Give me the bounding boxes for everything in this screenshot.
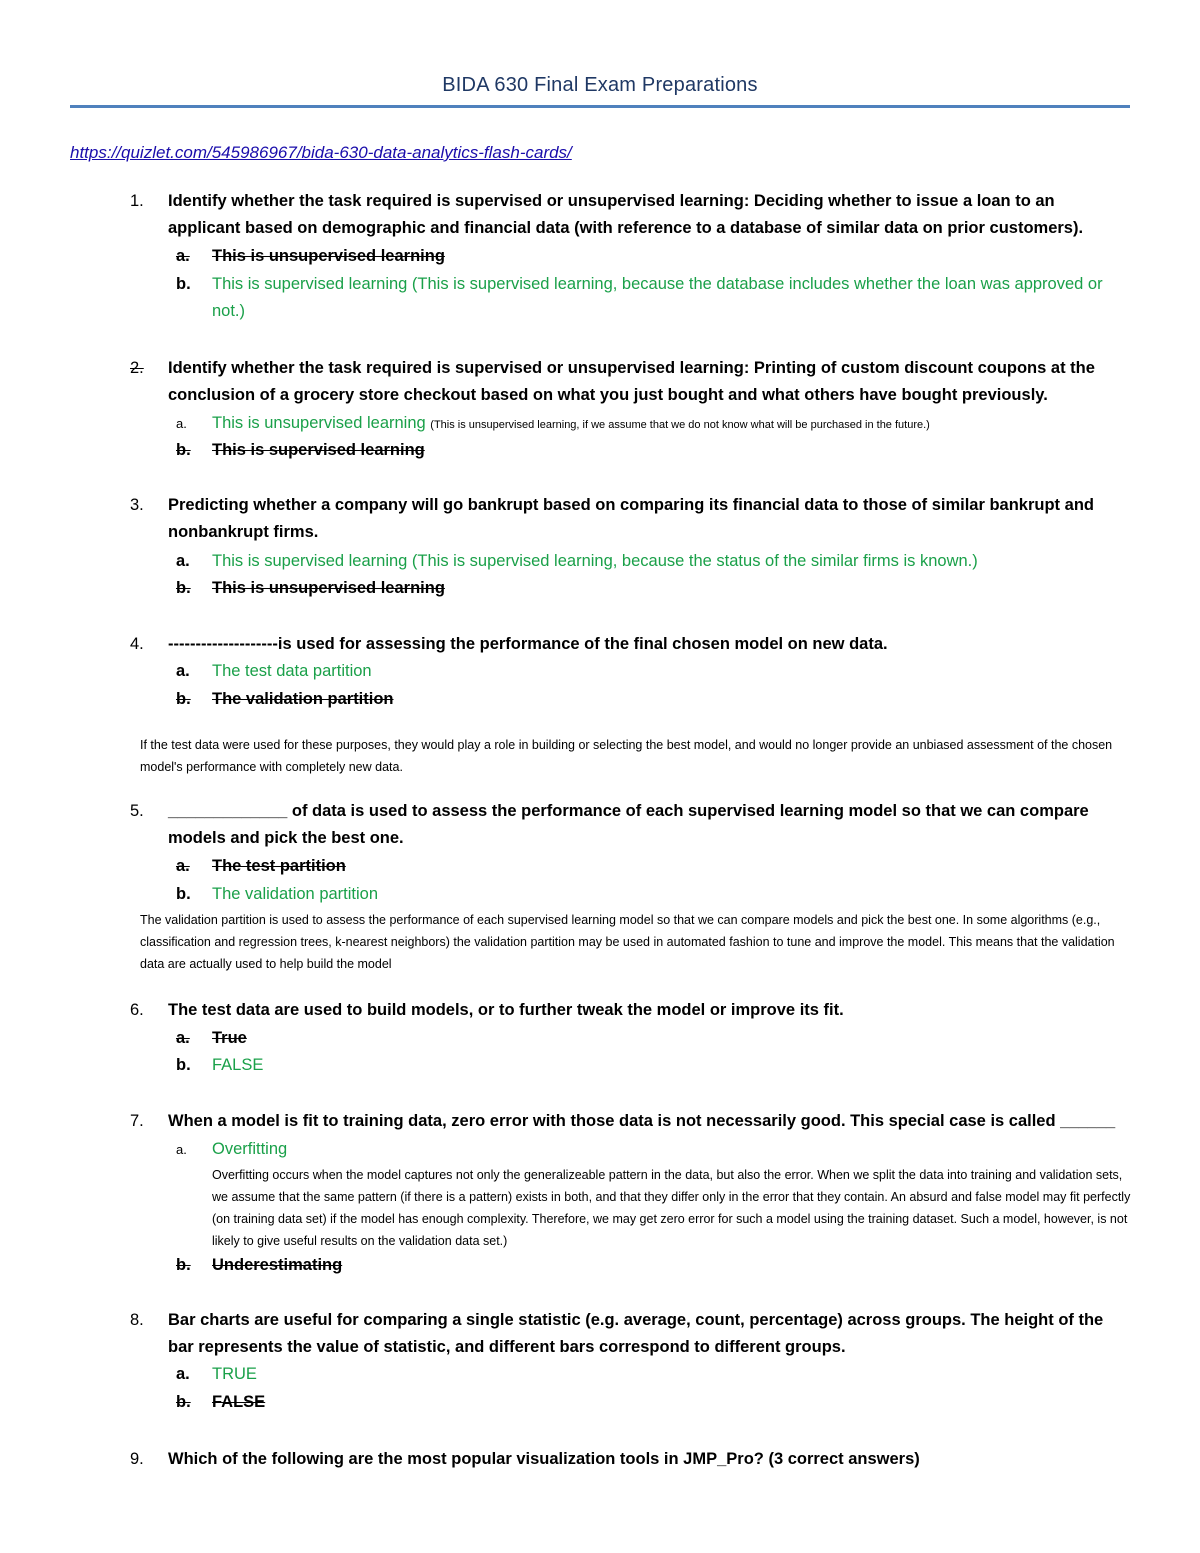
title-divider — [70, 105, 1130, 108]
question-2 — [130, 355, 1120, 409]
question-5-explanation: The validation partition is used to assess the performance of each supervised learning model so that we can compare models and pick the best one. In some algorithms (e.g., classification and regression trees, k-nearest neighbors) the validation partition may be used in automated fashion to tune and improve the model. This means that the validation data are actually used to help build the model — [140, 913, 1115, 971]
question-number: 1. — [130, 192, 144, 210]
option-text: Overfitting — [212, 1140, 288, 1158]
question-3-option-b — [176, 575, 1116, 602]
question-number: 6. — [130, 1001, 144, 1019]
question-text: Which of the following are the most popular visualization tools in JMP_Pro? (3 correct answers) — [168, 1450, 920, 1468]
option-label: a. — [176, 1142, 187, 1157]
option-text: The validation partition — [212, 885, 379, 903]
option-text: This is unsupervised learning — [212, 247, 445, 265]
question-1 — [130, 188, 1120, 242]
option-label: a. — [176, 247, 190, 265]
page-title: BIDA 630 Final Exam Preparations — [442, 74, 758, 96]
question-4 — [130, 631, 1120, 658]
option-label: b. — [176, 441, 191, 459]
question-1-option-b — [176, 271, 1116, 325]
question-8 — [130, 1307, 1120, 1361]
question-7-explanation: Overfitting occurs when the model captures not only the generalizeable pattern in the data, but also the error. When we split the data into training and validation sets, we assume that the same pattern (if there is a pattern) exists in both, and that they differ only in the error that they contain. An absurd and false model may fit perfectly (on training data set) if the model has enough complexity. Therefore, we may get zero error for such a model using the training dataset. Such a model, however, is not likely to give useful results on the validation data set.) — [212, 1168, 1131, 1248]
question-3 — [130, 492, 1120, 546]
option-text: The test partition — [212, 857, 346, 875]
question-text: Bar charts are useful for comparing a single statistic (e.g. average, count, percentage) across groups. The height of the bar represents the value of statistic, and different bars correspond to different groups. — [168, 1311, 1104, 1356]
option-text: Underestimating — [212, 1256, 343, 1274]
option-label: a. — [176, 662, 190, 680]
option-text: This is supervised learning (This is supervised learning, because the database includes whether the loan was approved or not.) — [212, 275, 1103, 320]
option-label: b. — [176, 1256, 191, 1274]
option-label: b. — [176, 275, 191, 293]
question-2-option-a — [176, 410, 1116, 439]
question-text: _____________ of data is used to assess the performance of each supervised learning model so that we can compare models and pick the best one. — [168, 802, 1089, 847]
option-label: b. — [176, 1056, 191, 1074]
question-number: 4. — [130, 635, 144, 653]
question-9 — [130, 1446, 1120, 1473]
option-text: TRUE — [212, 1365, 257, 1383]
question-number: 5. — [130, 802, 144, 820]
question-number: 9. — [130, 1450, 144, 1468]
option-label: a. — [176, 1029, 190, 1047]
option-text: FALSE — [212, 1056, 264, 1074]
question-5 — [130, 798, 1120, 852]
question-1-option-a — [176, 243, 1116, 270]
question-8-option-a — [176, 1361, 1116, 1388]
question-6 — [130, 997, 1120, 1024]
question-4-explanation: If the test data were used for these purposes, they would play a role in building or selecting the best model, and would no longer provide an unbiased assessment of the chosen model's performance with completely new data. — [140, 738, 1113, 774]
question-7-option-a — [176, 1136, 1116, 1163]
option-text: This is supervised learning — [212, 441, 425, 459]
option-label: b. — [176, 885, 191, 903]
option-label: a. — [176, 552, 190, 570]
question-4-option-b — [176, 686, 1116, 713]
option-text: The validation partition — [212, 690, 394, 708]
option-note: (This is unsupervised learning, if we assume that we do not know what will be purchased in the future.) — [430, 419, 930, 431]
question-number: 7. — [130, 1112, 144, 1130]
option-text: The test data partition — [212, 662, 372, 680]
question-3-option-a — [176, 548, 1116, 575]
question-text: --------------------is used for assessing the performance of the final chosen model on new data. — [168, 635, 888, 653]
question-8-option-b — [176, 1389, 1116, 1416]
option-text: This is unsupervised learning — [212, 579, 445, 597]
option-label: a. — [176, 1365, 190, 1383]
question-number: 8. — [130, 1311, 144, 1329]
option-text: True — [212, 1029, 247, 1047]
question-6-option-a — [176, 1025, 1116, 1052]
option-label: a. — [176, 416, 187, 431]
question-text: Identify whether the task required is supervised or unsupervised learning: Printing of custom discount coupons at the conclusion of a grocery store checkout based on what you just bought and what others have bought previously. — [168, 359, 1095, 404]
option-text: FALSE — [212, 1393, 266, 1411]
question-5-option-b — [176, 881, 1116, 908]
quizlet-link[interactable]: https://quizlet.com/545986967/bida-630-data-analytics-flash-cards/ — [70, 143, 572, 162]
question-7 — [130, 1108, 1120, 1135]
question-number: 2. — [130, 359, 144, 377]
option-label: b. — [176, 1393, 191, 1411]
question-text: The test data are used to build models, or to further tweak the model or improve its fit. — [168, 1001, 844, 1019]
option-text: This is unsupervised learning — [212, 414, 426, 432]
option-label: b. — [176, 690, 191, 708]
option-label: b. — [176, 579, 191, 597]
question-4-option-a — [176, 658, 1116, 685]
question-5-option-a — [176, 853, 1116, 880]
question-number: 3. — [130, 496, 144, 514]
question-2-option-b — [176, 437, 1116, 464]
question-text: When a model is fit to training data, zero error with those data is not necessarily good. This special case is called ______ — [168, 1112, 1116, 1130]
question-text: Predicting whether a company will go bankrupt based on comparing its financial data to those of similar bankrupt and nonbankrupt firms. — [168, 496, 1094, 541]
option-text: This is supervised learning (This is supervised learning, because the status of the similar firms is known.) — [212, 552, 978, 570]
question-7-option-b — [176, 1252, 1116, 1279]
question-text: Identify whether the task required is supervised or unsupervised learning: Deciding whether to issue a loan to an applicant based on demographic and financial data (with reference to a database of similar data on prior customers). — [168, 192, 1084, 237]
question-6-option-b — [176, 1052, 1116, 1079]
option-label: a. — [176, 857, 190, 875]
